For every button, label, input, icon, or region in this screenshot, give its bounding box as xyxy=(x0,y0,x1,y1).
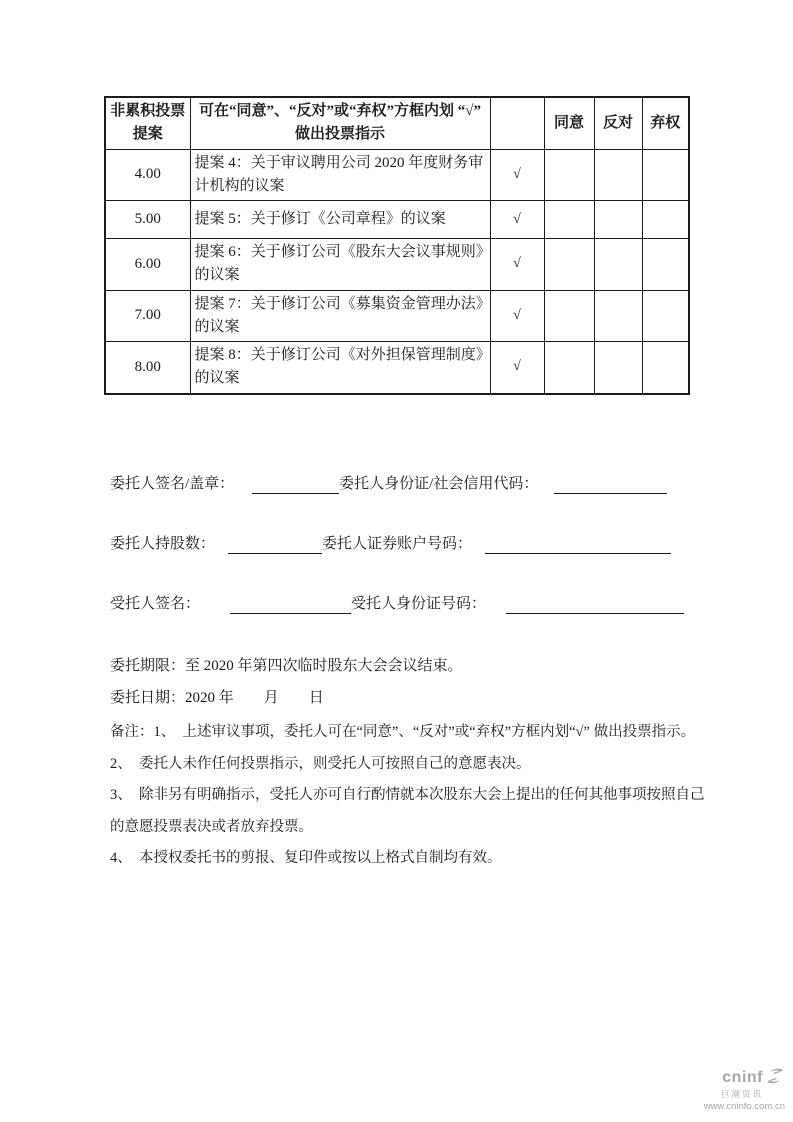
trustee-id-label: 受托人身份证号码： xyxy=(351,596,487,612)
abstain-box xyxy=(642,149,689,201)
trustee-id-blank xyxy=(506,595,684,614)
check-mark-cell: √ xyxy=(490,149,544,201)
proposal-text: 提案 7：关于修订公司《募集资金管理办法》的议案 xyxy=(190,290,490,342)
oppose-box xyxy=(594,201,642,239)
header-instruction: 可在“同意”、“反对”或“弃权”方框内划 “√” 做出投票指示 xyxy=(190,97,490,149)
remark-1: 备注：1、 上述审议事项，委托人可在“同意”、“反对”或“弃权”方框内划“√” 做出投票指示。 xyxy=(110,724,696,740)
abstain-box xyxy=(642,342,689,394)
check-mark-cell: √ xyxy=(490,290,544,342)
remark-4: 4、 本授权委托书的剪报、复印件或按以上格式自制均有效。 xyxy=(110,850,502,866)
trustee-signature-blank xyxy=(230,595,351,614)
proposal-text: 提案 6：关于修订公司《股东大会议事规则》的议案 xyxy=(190,239,490,291)
grantor-shares-line xyxy=(110,534,671,554)
cninfo-chinese-name: 巨潮资讯 xyxy=(720,1089,763,1100)
header-abstain: 弃权 xyxy=(642,97,689,149)
proposal-text: 提案 4：关于审议聘用公司 2020 年度财务审计机构的议案 xyxy=(190,149,490,201)
remark-3: 3、 除非另有明确指示，受托人亦可自行酌情就本次股东大会上提出的任何其他事项按照自己的意愿投票表决或者放弃投票。 xyxy=(110,787,705,835)
check-mark-cell: √ xyxy=(490,201,544,239)
entrust-date: 委托日期：2020 年 月 日 xyxy=(110,690,324,706)
header-blank xyxy=(490,97,544,149)
agree-box xyxy=(544,342,594,394)
proposal-number: 4.00 xyxy=(105,149,190,201)
proposal-number: 5.00 xyxy=(105,201,190,239)
abstain-box xyxy=(642,239,689,291)
table-row xyxy=(105,201,689,239)
voting-table xyxy=(104,96,690,395)
proposal-number: 6.00 xyxy=(105,239,190,291)
agree-box xyxy=(544,201,594,239)
proposal-number: 8.00 xyxy=(105,342,190,394)
trustee-signature-line xyxy=(110,594,684,614)
agree-box xyxy=(544,149,594,201)
agree-box xyxy=(544,290,594,342)
cninfo-brand-text: cninf xyxy=(722,1069,763,1087)
header-agree: 同意 xyxy=(544,97,594,149)
entrust-period: 委托期限：至 2020 年第四次临时股东大会会议结束。 xyxy=(110,658,463,674)
grantor-shares-blank xyxy=(228,535,322,554)
table-row xyxy=(105,342,689,394)
oppose-box xyxy=(594,342,642,394)
grantor-shares-label: 委托人持股数： xyxy=(110,536,216,552)
grantor-signature-line xyxy=(110,474,667,494)
header-oppose: 反对 xyxy=(594,97,642,149)
header-proposal-number: 非累积投票提案 xyxy=(105,97,190,149)
cninfo-swirl-icon xyxy=(765,1067,785,1090)
table-row xyxy=(105,149,689,201)
grantor-id-label: 委托人身份证/社会信用代码： xyxy=(339,476,539,492)
grantor-account-blank xyxy=(485,535,671,554)
remark-2: 2、 委托人未作任何投票指示，则受托人可按照自己的意愿表决。 xyxy=(110,755,531,772)
oppose-box xyxy=(594,239,642,291)
grantor-account-label: 委托人证券账户号码： xyxy=(322,536,473,552)
table-row xyxy=(105,290,689,342)
oppose-box xyxy=(594,149,642,201)
grantor-signature-blank xyxy=(252,475,339,494)
abstain-box xyxy=(642,201,689,239)
trustee-signature-label: 受托人签名： xyxy=(110,596,201,612)
cninfo-url: www.cninfo.com.cn xyxy=(703,1100,785,1112)
proposal-number: 7.00 xyxy=(105,290,190,342)
table-header-row xyxy=(105,97,689,149)
check-mark-cell: √ xyxy=(490,239,544,291)
grantor-signature-label: 委托人签名/盖章： xyxy=(110,476,235,492)
cninfo-watermark xyxy=(693,1067,785,1112)
agree-box xyxy=(544,239,594,291)
oppose-box xyxy=(594,290,642,342)
abstain-box xyxy=(642,290,689,342)
proposal-text: 提案 5：关于修订《公司章程》的议案 xyxy=(190,201,490,239)
table-row xyxy=(105,239,689,291)
proposal-text: 提案 8：关于修订公司《对外担保管理制度》的议案 xyxy=(190,342,490,394)
remarks-section xyxy=(110,717,710,875)
check-mark-cell: √ xyxy=(490,342,544,394)
grantor-id-blank xyxy=(554,475,667,494)
